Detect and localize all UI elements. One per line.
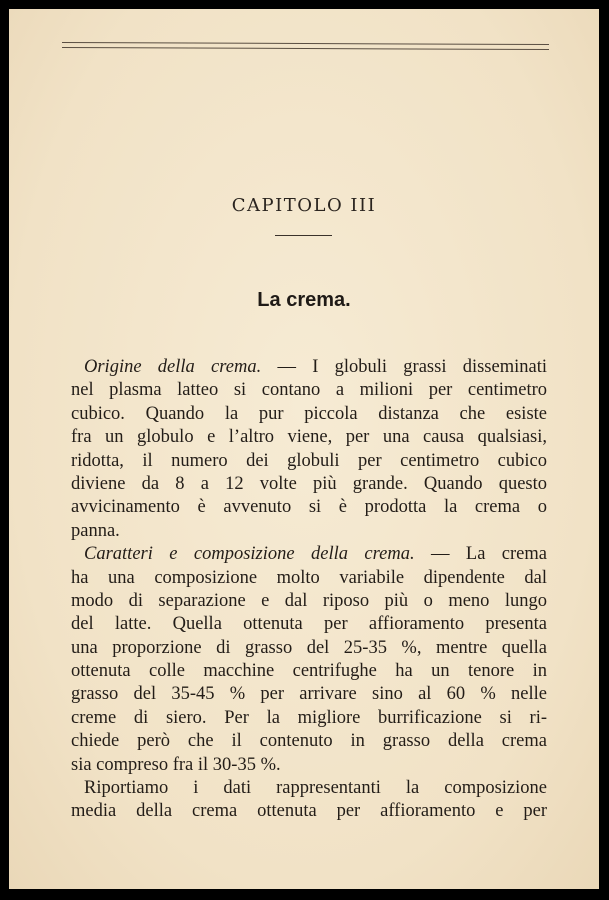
paragraph-line: diviene da 8 a 12 volte più grande. Quando questo xyxy=(71,473,547,494)
paragraph-line: ridotta, il numero dei globuli per centimetro cubico xyxy=(71,450,547,471)
paragraph-line: chiede però che il contenuto in grasso della crema xyxy=(71,731,547,752)
chapter-rule xyxy=(275,235,332,236)
section-title: La crema. xyxy=(257,289,351,311)
paragraph-line: del latte. Quella ottenuta per affioramento presenta xyxy=(71,614,547,635)
double-rule-bottom xyxy=(62,47,549,50)
paragraph-heading: Caratteri e composizione della crema. xyxy=(84,544,415,565)
paragraph-line: sia compreso fra il 30-35 %. xyxy=(71,754,281,775)
book-page xyxy=(9,9,599,889)
paragraph-line: fra un globulo e l’altro viene, per una causa qualsiasi, xyxy=(71,427,547,448)
body-text xyxy=(71,356,547,824)
paragraph-line: cubico. Quando la pur piccola distanza che esiste xyxy=(71,403,547,424)
paragraph-line: avvicinamento è avvenuto si è prodotta la crema o xyxy=(71,497,547,518)
paragraph-line xyxy=(71,543,547,566)
paragraph-line: una proporzione di grasso del 25-35 %, mentre quella xyxy=(71,637,547,658)
chapter-heading: CAPITOLO III xyxy=(231,195,377,216)
paragraph-line: ha una composizione molto variabile dipendente dal xyxy=(71,567,547,588)
paragraph-heading: Origine della crema. xyxy=(84,357,262,377)
paragraph-line: grasso del 35-45 % per arrivare sino al 60 % nelle xyxy=(71,684,547,705)
paragraph-line xyxy=(71,356,547,379)
paragraph-line: nel plasma latteo si contano a milioni per centimetro xyxy=(71,380,547,401)
double-rule-top xyxy=(62,42,549,45)
line-text: — La crema xyxy=(414,544,547,565)
paragraph-line: modo di separazione e dal riposo più o meno lungo xyxy=(71,590,547,611)
paragraph-line: panna. xyxy=(71,520,120,541)
paragraph-line: Riportiamo i dati rappresentanti la composizione xyxy=(84,778,547,799)
paragraph-line: ottenuta colle macchine centrifughe ha un tenore in xyxy=(71,661,547,682)
paragraph-line: media della crema ottenuta per affioramento e per xyxy=(71,801,547,822)
line-text: — I globuli grassi disseminati xyxy=(261,357,547,377)
paragraph-line: creme di siero. Per la migliore burrificazione si ri- xyxy=(71,707,547,728)
